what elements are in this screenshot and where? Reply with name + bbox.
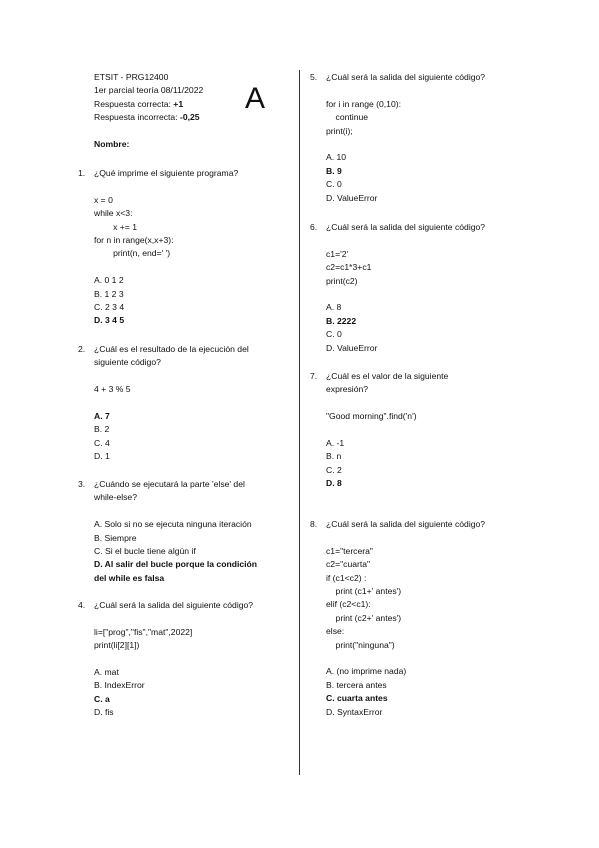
q8-option-b: B. tercera antes	[326, 679, 387, 690]
q3-option-d: D. Al salir del bucle porque la condición	[94, 559, 257, 570]
q7-option-d: D. 8	[326, 478, 342, 489]
q6-option-a: A. 8	[326, 302, 342, 313]
q1-code-line: x = 0	[94, 194, 113, 205]
q7-text-line: ¿Cuál es el valor de la siguiente	[326, 371, 449, 381]
header-incorrect-score: Respuesta incorrecta: -0,25	[94, 112, 200, 123]
question-3	[94, 478, 257, 585]
q4-option-c: C. a	[94, 693, 110, 704]
q5-option-d: D. ValueError	[326, 192, 378, 203]
q6-option-c: C. 0	[326, 329, 342, 340]
q4-number: 4.	[78, 600, 86, 610]
q4-option-d: D. fis	[94, 707, 114, 718]
q8-number: 8.	[310, 519, 318, 529]
column-divider	[299, 70, 300, 775]
question-5	[326, 71, 485, 205]
q4-code-line: li=["prog","fis","mat",2022]	[94, 626, 193, 637]
header-course: ETSIT - PRG12400	[94, 72, 169, 82]
q7-code-line: "Good morning".find('n')	[326, 411, 417, 422]
q3-text-line: while-else?	[94, 492, 137, 503]
q8-option-a: A. (no imprime nada)	[326, 666, 407, 677]
q5-option-c: C. 0	[326, 179, 342, 190]
q6-code-line: c2=c1*3+c1	[326, 262, 372, 273]
q2-text-line: ¿Cuál es el resultado de la ejecución del	[94, 344, 249, 354]
q8-option-c: C. cuarta antes	[326, 693, 388, 704]
question-2	[94, 343, 249, 464]
header-correct-score: Respuesta correcta: +1	[94, 98, 184, 109]
q6-number: 6.	[310, 222, 318, 232]
q2-option-a: A. 7	[94, 411, 110, 422]
q4-option-b: B. IndexError	[94, 680, 145, 691]
q7-text-line: expresión?	[326, 384, 369, 395]
q8-code-line: elif (c2<c1):	[326, 599, 371, 610]
name-label: Nombre:	[94, 139, 130, 150]
header-exam-date: 1er parcial teoría 08/11/2022	[94, 85, 204, 96]
q1-option-b: B. 1 2 3	[94, 288, 124, 299]
question-4	[94, 599, 253, 720]
q5-code-line: for i in range (0,10):	[326, 98, 401, 109]
q1-option-a: A. 0 1 2	[94, 275, 124, 286]
q2-number: 2.	[78, 344, 86, 354]
q1-text: ¿Qué imprime el siguiente programa?	[94, 168, 239, 178]
q1-code-line: for n in range(x,x+3):	[94, 235, 174, 246]
q8-code-line: else:	[326, 626, 345, 637]
q6-option-b: B. 2222	[326, 315, 357, 326]
q2-text-line: siguiente código?	[94, 357, 161, 368]
q4-option-a: A. mat	[94, 667, 119, 678]
q1-code-line: while x<3:	[94, 208, 133, 219]
q5-text: ¿Cuál será la salida del siguiente código?	[326, 72, 486, 82]
q3-number: 3.	[78, 479, 86, 489]
q3-option-a: A. Solo si no se ejecuta ninguna iteración	[94, 519, 252, 530]
q8-text: ¿Cuál será la salida del siguiente código?	[326, 519, 486, 529]
question-8	[326, 518, 485, 719]
q4-code-line: print(li[2][1])	[94, 640, 140, 651]
q5-number: 5.	[310, 72, 318, 82]
q3-option-c: C. Si el bucle tiene algún if	[94, 546, 196, 557]
q5-option-a: A. 10	[326, 152, 347, 163]
q1-option-d: D. 3 4 5	[94, 315, 125, 326]
q7-option-c: C. 2	[326, 464, 342, 475]
q2-code-line: 4 + 3 % 5	[94, 384, 131, 395]
q2-option-b: B. 2	[94, 424, 110, 435]
q3-option-b: B. Siempre	[94, 532, 137, 543]
q1-option-c: C. 2 3 4	[94, 302, 125, 313]
question-6	[326, 221, 485, 355]
q6-text: ¿Cuál será la salida del siguiente código?	[326, 222, 486, 232]
q2-option-d: D. 1	[94, 451, 110, 462]
q5-option-b: B. 9	[326, 165, 342, 176]
exam-version-letter: A	[245, 82, 266, 115]
q2-option-c: C. 4	[94, 437, 110, 448]
q6-option-d: D. ValueError	[326, 342, 378, 353]
q7-number: 7.	[310, 371, 318, 381]
exam-header	[94, 71, 203, 151]
q6-code-line: c1='2'	[326, 248, 349, 259]
q8-code-line: print("ninguna")	[326, 639, 395, 650]
q1-code-line: print(n, end=' ')	[94, 248, 171, 259]
q7-option-b: B. n	[326, 451, 342, 462]
q1-code-line: x += 1	[94, 221, 137, 232]
q6-code-line: print(c2)	[326, 275, 358, 286]
q4-text: ¿Cuál será la salida del siguiente código?	[94, 600, 254, 610]
q8-code-line: c2="cuarta"	[326, 559, 371, 570]
q5-code-line: continue	[326, 112, 369, 123]
q8-code-line: print (c1+' antes')	[326, 586, 402, 597]
q7-option-a: A. -1	[326, 438, 345, 449]
question-1	[94, 167, 238, 328]
q8-code-line: print (c2+' antes')	[326, 612, 402, 623]
q8-code-line: c1="tercera"	[326, 545, 373, 556]
q3-option-d-cont: del while es falsa	[94, 572, 165, 583]
question-7	[326, 370, 448, 491]
q5-code-line: print(i);	[326, 125, 353, 136]
q1-number: 1.	[78, 168, 86, 178]
q8-option-d: D. SyntaxError	[326, 706, 383, 717]
q8-code-line: if (c1<c2) :	[326, 572, 367, 583]
q3-text-line: ¿Cuándo se ejecutará la parte 'else' del	[94, 479, 245, 489]
